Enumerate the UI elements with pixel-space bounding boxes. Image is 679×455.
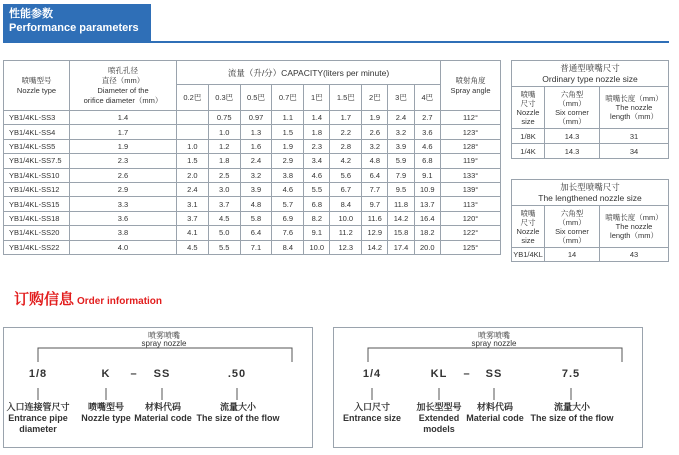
capacity-header: 流量（升/分）CAPACITY(liters per minute): [177, 61, 441, 85]
flow-cell: 4.5: [208, 211, 240, 225]
angle-cell: 122°: [441, 226, 501, 240]
lengthened-title-en: The lengthened nozzle size: [538, 192, 642, 203]
lengthened-size-table: [511, 179, 669, 262]
flow-cell: 2.0: [177, 168, 209, 182]
hdr-line: 喷嘴: [520, 89, 536, 99]
hdr-line: 尺寸: [520, 98, 536, 108]
angle-header: [441, 61, 501, 111]
spray-nozzle-cn: 喷雾喷嘴: [478, 331, 510, 340]
code-material: SS: [153, 368, 171, 380]
flow-cell: 3.0: [208, 182, 240, 196]
hdr-line: 喷嘴长度（mm）: [605, 213, 663, 222]
hdr-line: （mm）: [558, 235, 586, 245]
flow-cell: 5.6: [330, 168, 362, 182]
model-cell: YB1/4KL-SS22: [4, 240, 70, 254]
diameter-header-en: Diameter of the: [97, 85, 149, 95]
caption-cn: 材料代码: [144, 402, 181, 412]
flow-cell: 6.4: [240, 226, 272, 240]
flow-cell: 5.5: [304, 182, 330, 196]
hdr-line: 尺寸: [520, 217, 536, 227]
flow-cell: 13.7: [414, 197, 440, 211]
flow-cell: 2.4: [388, 111, 414, 125]
flow-cell: 2.9: [272, 154, 304, 168]
hdr-line: size: [521, 235, 535, 245]
order-info-title: [14, 288, 162, 309]
order-example-lengthened: [333, 327, 643, 448]
code-entrance: 1/8: [28, 368, 48, 380]
table-row: [4, 182, 501, 196]
flow-cell: 1.5: [177, 154, 209, 168]
corner-cell: 14.3: [545, 144, 600, 159]
table-row: [4, 125, 501, 139]
table-row: [4, 154, 501, 168]
flow-cell: 9.7: [362, 197, 388, 211]
table-row: [512, 129, 669, 144]
diameter-cell: 1.7: [70, 125, 177, 139]
lengthened-header-row: [512, 206, 669, 248]
pressure-header: 1.5巴: [330, 85, 362, 111]
flow-cell: 9.1: [304, 226, 330, 240]
hdr-line: （mm）: [558, 116, 586, 126]
hdr-line: 六角型: [560, 89, 584, 99]
table-row: [4, 197, 501, 211]
caption-entrance: [336, 402, 408, 424]
order-example-standard: [3, 327, 313, 448]
flow-cell: 5.0: [208, 226, 240, 240]
flow-cell: 1.3: [240, 125, 272, 139]
flow-cell: 4.6: [272, 182, 304, 196]
hdr-line: 喷嘴: [520, 208, 536, 218]
angle-cell: 120°: [441, 211, 501, 225]
diameter-cell: 1.4: [70, 111, 177, 125]
flow-cell: 17.4: [388, 240, 414, 254]
flow-cell: 4.2: [330, 154, 362, 168]
caption-material: [462, 402, 528, 424]
diameter-header: [70, 61, 177, 111]
pressure-header: 4巴: [414, 85, 440, 111]
flow-cell: 4.6: [414, 139, 440, 153]
flow-cell: 7.6: [272, 226, 304, 240]
code-type: K: [101, 368, 111, 380]
model-cell: YB1/4KL-SS20: [4, 226, 70, 240]
length-cell: 31: [600, 129, 669, 144]
flow-cell: 11.6: [362, 211, 388, 225]
flow-cell: 0.97: [240, 111, 272, 125]
pressure-header: 0.5巴: [240, 85, 272, 111]
size-cell: 1/8K: [512, 129, 545, 144]
hdr-line: The nozzle: [615, 103, 653, 112]
caption-cn: 流量大小: [553, 402, 590, 412]
flow-cell: 10.9: [414, 182, 440, 196]
angle-cell: 113°: [441, 197, 501, 211]
hdr-line: Nozzle: [516, 107, 540, 117]
caption-en: The size of the flow: [196, 413, 280, 423]
model-cell: YB1/4KL-SS10: [4, 168, 70, 182]
diameter-header-cn: 喷孔孔径: [108, 65, 138, 75]
hdr-line: （mm）: [558, 217, 586, 227]
code-dash: –: [130, 368, 138, 380]
table-row: [4, 111, 501, 125]
flow-cell: 3.7: [177, 211, 209, 225]
spray-nozzle-en: spray nozzle: [471, 339, 517, 348]
lengthened-col-size: [512, 206, 545, 248]
caption-en: Material code: [134, 413, 192, 423]
flow-cell: 7.9: [388, 168, 414, 182]
angle-cell: 112°: [441, 111, 501, 125]
flow-cell: 2.7: [414, 111, 440, 125]
flow-cell: 8.2: [304, 211, 330, 225]
flow-cell: 0.75: [208, 111, 240, 125]
pressure-header: 3巴: [388, 85, 414, 111]
pressure-header: 2巴: [362, 85, 388, 111]
ordinary-col-length: [600, 87, 669, 129]
code-entrance: 1/4: [362, 368, 382, 380]
angle-cell: 119°: [441, 154, 501, 168]
flow-cell: 3.2: [388, 125, 414, 139]
angle-cell: 123°: [441, 125, 501, 139]
lengthened-col-length: [600, 206, 669, 248]
flow-cell: 8.4: [330, 197, 362, 211]
flow-cell: 4.8: [240, 197, 272, 211]
flow-cell: 12.9: [362, 226, 388, 240]
pressure-header: 0.3巴: [208, 85, 240, 111]
flow-cell: 10.0: [330, 211, 362, 225]
flow-cell: 3.2: [362, 139, 388, 153]
length-cell: 34: [600, 144, 669, 159]
hdr-line: Nozzle: [516, 226, 540, 236]
flow-cell: 2.5: [208, 168, 240, 182]
ordinary-col-corner: [545, 87, 600, 129]
flow-cell: 1.0: [177, 139, 209, 153]
flow-cell: 14.2: [388, 211, 414, 225]
performance-table-body: [4, 111, 501, 255]
flow-cell: 9.1: [414, 168, 440, 182]
hdr-line: The nozzle: [615, 222, 653, 231]
caption-cn: 入口连接管尺寸: [6, 402, 70, 412]
flow-cell: 1.2: [208, 139, 240, 153]
diameter-header-en2: orifice diameter（mm）: [83, 95, 163, 105]
model-header-en: Nozzle type: [16, 85, 57, 95]
model-header: [4, 61, 70, 111]
section-banner: [3, 4, 151, 41]
flow-cell: 5.8: [240, 211, 272, 225]
caption-type: [74, 402, 138, 424]
flow-cell: 1.4: [304, 111, 330, 125]
model-cell: YB1/4KL-SS12: [4, 182, 70, 196]
flow-cell: 1.0: [208, 125, 240, 139]
caption-en: Nozzle type: [81, 413, 131, 423]
ordinary-col-size: [512, 87, 545, 129]
flow-cell: 1.1: [272, 111, 304, 125]
flow-cell: 1.8: [208, 154, 240, 168]
flow-cell: 8.4: [272, 240, 304, 254]
flow-cell: 1.8: [304, 125, 330, 139]
model-cell: YB1/4KL-SS15: [4, 197, 70, 211]
performance-table: [3, 60, 501, 255]
ordinary-header-row: [512, 87, 669, 129]
flow-cell: 1.5: [272, 125, 304, 139]
flow-cell: 1.6: [240, 139, 272, 153]
flow-cell: 2.8: [330, 139, 362, 153]
flow-cell: 4.1: [177, 226, 209, 240]
angle-header-en: Spray angle: [450, 85, 491, 95]
hdr-line: Six corner: [555, 226, 589, 236]
table-row: [4, 168, 501, 182]
flow-cell: 9.5: [388, 182, 414, 196]
caption-entrance: [0, 402, 76, 435]
diameter-cell: 4.0: [70, 240, 177, 254]
model-cell: YB1/4KL-SS5: [4, 139, 70, 153]
diameter-cell: 2.6: [70, 168, 177, 182]
flow-cell: 4.8: [362, 154, 388, 168]
flow-cell: 3.9: [240, 182, 272, 196]
diameter-cell: 3.6: [70, 211, 177, 225]
pressure-header: 1巴: [304, 85, 330, 111]
flow-cell: 3.7: [208, 197, 240, 211]
code-dash: –: [463, 368, 471, 380]
pressure-header: 0.7巴: [272, 85, 304, 111]
flow-cell: 1.7: [330, 111, 362, 125]
angle-cell: 125°: [441, 240, 501, 254]
banner-title-cn: 性能参数: [9, 8, 53, 20]
corner-cell: 14.3: [545, 129, 600, 144]
flow-cell: 5.5: [208, 240, 240, 254]
flow-cell: 2.3: [304, 139, 330, 153]
diameter-cell: 2.3: [70, 154, 177, 168]
caption-flow: [526, 402, 618, 424]
hdr-line: size: [521, 116, 535, 126]
table-row: [4, 240, 501, 254]
flow-cell: 1.9: [362, 111, 388, 125]
code-material: SS: [485, 368, 503, 380]
angle-cell: 133°: [441, 168, 501, 182]
caption-cn: 材料代码: [476, 402, 513, 412]
flow-cell: [177, 125, 209, 139]
flow-cell: [177, 111, 209, 125]
model-header-cn: 喷嘴型号: [21, 75, 52, 85]
spray-nozzle-en: spray nozzle: [141, 339, 187, 348]
model-cell: YB1/4KL-SS7.5: [4, 154, 70, 168]
size-cell: YB1/4KL: [512, 248, 545, 262]
table-row: [4, 211, 501, 225]
angle-header-cn: 喷射角度: [455, 75, 486, 85]
flow-cell: 14.2: [362, 240, 388, 254]
flow-cell: 5.9: [388, 154, 414, 168]
length-cell: 43: [600, 248, 669, 262]
code-flow: .50: [227, 368, 247, 380]
caption-cn: 入口尺寸: [353, 402, 390, 412]
ordinary-title: [512, 61, 669, 87]
caption-en: Entrance pipe: [8, 413, 68, 423]
diameter-cell: 2.9: [70, 182, 177, 196]
flow-cell: 6.9: [272, 211, 304, 225]
lengthened-title-cn: 加长型喷嘴尺寸: [560, 181, 620, 192]
ordinary-table-body: [512, 129, 669, 159]
flow-cell: 3.9: [388, 139, 414, 153]
hdr-line: （mm）: [558, 98, 586, 108]
diameter-cell: 3.8: [70, 226, 177, 240]
flow-cell: 3.6: [414, 125, 440, 139]
perf-header-row-1: [4, 61, 501, 85]
flow-cell: 11.8: [388, 197, 414, 211]
flow-cell: 6.4: [362, 168, 388, 182]
caption-cn: 流量大小: [219, 402, 256, 412]
caption-cn: 加长型型号: [416, 402, 462, 412]
flow-cell: 1.9: [272, 139, 304, 153]
model-cell: YB1/4KL-SS4: [4, 125, 70, 139]
flow-cell: 15.8: [388, 226, 414, 240]
order-title-en: Order information: [77, 296, 163, 307]
caption-en: Material code: [466, 413, 524, 423]
flow-cell: 2.2: [330, 125, 362, 139]
lengthened-title: [512, 180, 669, 206]
flow-cell: 20.0: [414, 240, 440, 254]
table-row: [4, 139, 501, 153]
flow-cell: 4.5: [177, 240, 209, 254]
caption-flow: [192, 402, 284, 424]
caption-en2: diameter: [19, 424, 57, 434]
flow-cell: 3.1: [177, 197, 209, 211]
code-flow: 7.5: [561, 368, 581, 380]
hdr-line: 喷嘴长度（mm）: [605, 94, 663, 103]
ordinary-size-table: [511, 60, 669, 159]
table-row: [512, 248, 669, 262]
lengthened-col-corner: [545, 206, 600, 248]
hdr-line: length（mm）: [610, 112, 658, 121]
model-cell: YB1/4KL-SS18: [4, 211, 70, 225]
banner-underline: [3, 41, 669, 43]
table-row: [512, 144, 669, 159]
hdr-line: 六角型: [560, 208, 584, 218]
caption-en: Entrance size: [342, 413, 402, 423]
flow-cell: 4.6: [304, 168, 330, 182]
pressure-header: 0.2巴: [177, 85, 209, 111]
caption-cn: 喷嘴型号: [87, 402, 124, 412]
ordinary-title-en: Ordinary type nozzle size: [542, 73, 638, 84]
flow-cell: 5.7: [272, 197, 304, 211]
flow-cell: 3.4: [304, 154, 330, 168]
flow-cell: 2.4: [177, 182, 209, 196]
flow-cell: 6.8: [304, 197, 330, 211]
flow-cell: 10.0: [304, 240, 330, 254]
caption-en: The size of the flow: [530, 413, 614, 423]
flow-cell: 6.8: [414, 154, 440, 168]
flow-cell: 7.1: [240, 240, 272, 254]
ordinary-title-row: [512, 61, 669, 87]
angle-cell: 128°: [441, 139, 501, 153]
flow-cell: 16.4: [414, 211, 440, 225]
diameter-cell: 1.9: [70, 139, 177, 153]
flow-cell: 2.6: [362, 125, 388, 139]
flow-cell: 12.3: [330, 240, 362, 254]
corner-cell: 14: [545, 248, 600, 262]
caption-en2: models: [423, 424, 455, 434]
diameter-cell: 3.3: [70, 197, 177, 211]
caption-material: [130, 402, 196, 424]
spray-nozzle-cn: 喷雾喷嘴: [148, 331, 180, 340]
code-type: KL: [430, 368, 448, 380]
flow-cell: 6.7: [330, 182, 362, 196]
flow-cell: 3.8: [272, 168, 304, 182]
order-title-cn: 订购信息: [14, 291, 75, 308]
size-cell: 1/4K: [512, 144, 545, 159]
flow-cell: 2.4: [240, 154, 272, 168]
lengthened-table-body: [512, 248, 669, 262]
flow-cell: 3.2: [240, 168, 272, 182]
diameter-header-unit: 直径（mm）: [101, 75, 145, 85]
caption-extended: [408, 402, 470, 435]
model-cell: YB1/4KL-SS3: [4, 111, 70, 125]
flow-cell: 11.2: [330, 226, 362, 240]
caption-en: Extended: [418, 413, 460, 423]
banner-title-en: Performance parameters: [9, 22, 139, 34]
angle-cell: 139°: [441, 182, 501, 196]
ordinary-title-cn: 普通型喷嘴尺寸: [560, 62, 620, 73]
hdr-line: length（mm）: [610, 231, 658, 240]
table-row: [4, 226, 501, 240]
lengthened-title-row: [512, 180, 669, 206]
flow-cell: 18.2: [414, 226, 440, 240]
hdr-line: Six corner: [555, 107, 589, 117]
flow-cell: 7.7: [362, 182, 388, 196]
